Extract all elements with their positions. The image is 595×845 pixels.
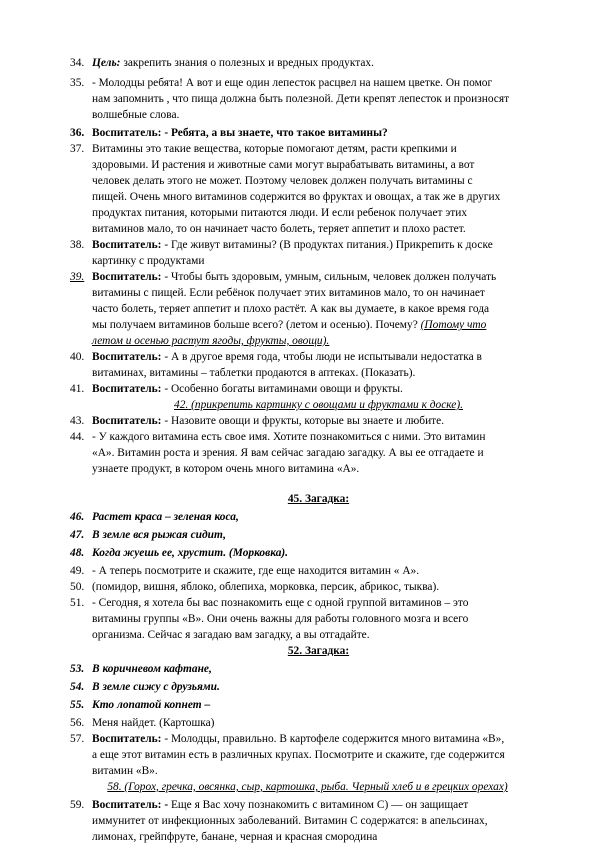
paragraph-41: 41. Воспитатель: - Особенно богаты витаминами овощи и фрукты. [70,383,403,395]
paragraph-50: 50. (помидор, вишня, яблоко, облепиха, морковка, персик, абрикос, тыква). [70,581,440,593]
paragraph-44: 44. - У каждого витамина есть свое имя. Хотите познакомиться с ними. Это витамин «А». Витамин роста и зрения. Я вам сейчас загадаю загадку. А вы ее отгадаете и узнаете продукт, в котором очень много витамина «А». [70,431,486,475]
paragraph-43: 43. Воспитатель: - Назовите овощи и фрукты, которые вы знаете и любите. [70,415,445,427]
paragraph-59: 59. Воспитатель: - Еще я Вас хочу познакомить с витамином С) — он защищает иммунитет от инфекционных заболеваний. Витамин С содержатся: в апельсинах, лимонах, грейпфруте, банане, черная и красная смородина [70,799,488,843]
riddle-line-48: 48. Когда жуешь ее, хрустит. (Морковка). [70,547,289,559]
riddle-line-46: 46. Растет краса – зеленая коса, [70,511,239,523]
paragraph-40: 40. Воспитатель: - А в другое время года, чтобы люди не испытывали недостатка в витаминах, витамины – таблетки продаются в аптеках. (Показать). [70,351,482,379]
paragraph-38: 38. Воспитатель: - Где живут витамины? (В продуктах питания.) Прикрепить к доске картинку с продуктами [70,239,493,267]
riddle-line-54: 54. В земле сижу с друзьями. [70,681,220,693]
paragraph-58: 58. (Горох, гречка, овсянка, сыр, картошка, рыба. Черный хлеб и в грецких орехах) [107,781,508,793]
paragraph-36: 36. Воспитатель: - Ребята, а вы знаете, что такое витамины? [70,127,388,139]
paragraph-49: 49. - А теперь посмотрите и скажите, где еще находится витамин « А». [70,565,420,577]
paragraph-56: 56. Меня найдет. (Картошка) [70,717,215,729]
riddle-heading-52: 52. Загадка: [287,645,350,657]
paragraph-35: 35. - Молодцы ребята! А вот и еще один лепесток расцвел на нашем цветке. Он помог нам запомнить , что пища должна быть полезной. Дети крепят лепесток и произносят волшебные слова. [70,77,510,121]
riddle-line-53: 53. В коричневом кафтане, [70,663,212,675]
paragraph-34: 34. Цель: закрепить знания о полезных и вредных продуктах. [70,57,374,69]
riddle-line-47: 47. В земле вся рыжая сидит, [70,529,226,541]
riddle-heading-45: 45. Загадка: [287,493,350,505]
paragraph-42: 42. (прикрепить картинку с овощами и фруктами к доске). [174,399,463,411]
paragraph-57: 57. Воспитатель: - Молодцы, правильно. В картофеле содержится много витамина «В», а еще этот витамин есть в различных крупах. Посмотрите и скажите, где содержится витамин «В». [70,733,505,777]
paragraph-39: 39. Воспитатель: - Чтобы быть здоровым, умным, сильным, человек должен получать витамины с пищей. Если ребёнок получает этих витаминов мало, то он начинает часто болеть, теряет аппетит и плохо растёт. А как вы думаете, в какое время года мы получаем витаминов больше всего? (летом и осенью). Почему? (Потому что летом и осенью растут ягоды, фрукты, овощи). [70,271,497,347]
goal-label: Цель: [92,57,121,69]
paragraph-51: 51. - Сегодня, я хотела бы вас познакомить еще с одной группой витаминов – это витамины группы «В». Они очень важны для работы головного мозга и всего организма. Сейчас я загадаю вам загадку, а вы отгадайте. [70,597,469,641]
paragraph-37: 37. Витамины это такие вещества, которые помогают детям, расти крепкими и здоровыми. И растения и животные сами могут вырабатывать витамины, а вот человек делать этого не может. Поэтому человек должен получать витамины с пищей. Очень много витаминов содержится во фруктах и овощах, а так же в других продуктах питания, которыми питаются люди. И если ребенок получает этих витаминов мало, то он начинает часто болеть, теряет аппетит и плохо растет. [70,143,501,235]
riddle-line-55: 55. Кто лопатой копнет – [70,699,211,711]
